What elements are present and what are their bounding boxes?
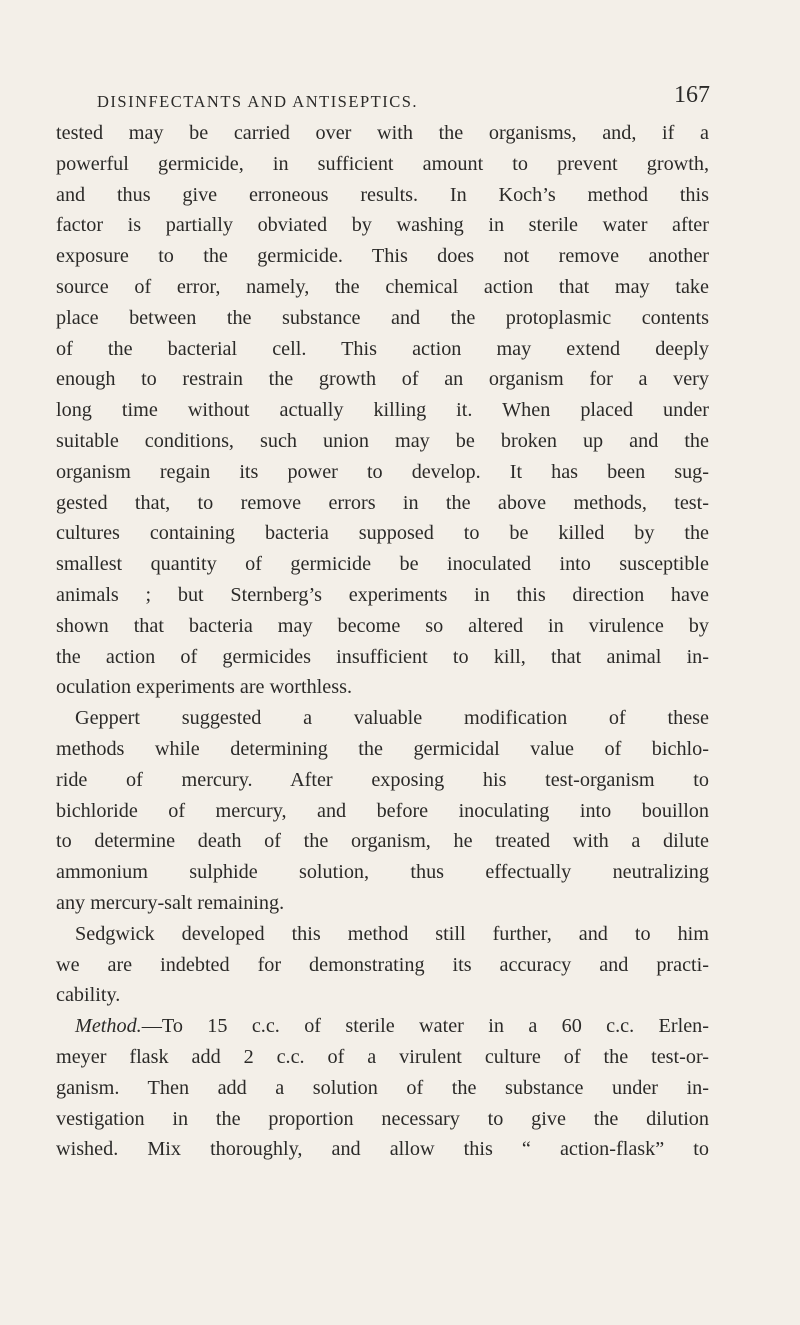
running-title: DISINFECTANTS AND ANTISEPTICS. <box>97 92 418 111</box>
text-line: suitable conditions, such union may be broken up and the <box>56 429 709 452</box>
text-line: bichloride of mercury, and before inoculating into bouillon <box>56 799 709 822</box>
text-line: enough to restrain the growth of an organism for a very <box>56 368 709 391</box>
text-line: cability. <box>56 984 121 1007</box>
text-line: factor is partially obviated by washing in sterile water after <box>56 214 709 237</box>
text-line: exposure to the germicide. This does not remove another <box>56 245 709 268</box>
method-line <box>56 1011 709 1042</box>
text-line: organism regain its power to develop. It has been sug- <box>56 460 709 483</box>
text-line: of the bacterial cell. This action may extend deeply <box>56 337 709 360</box>
text-line: shown that bacteria may become so altered in virulence by <box>56 614 709 637</box>
method-label: Method. <box>75 1015 142 1038</box>
text-line: tested may be carried over with the organisms, and, if a <box>56 122 709 144</box>
text-line: source of error, namely, the chemical action that may take <box>56 275 709 298</box>
text-line: the action of germicides insufficient to kill, that animal in- <box>56 645 709 668</box>
body-text <box>56 118 709 1165</box>
text-line: Sedgwick developed this method still further, and to him <box>75 922 709 945</box>
text-line: ammonium sulphide solution, thus effectually neutralizing <box>56 861 709 884</box>
page-number: 167 <box>674 82 710 108</box>
text-line: powerful germicide, in sufficient amount to prevent growth, <box>56 152 709 175</box>
text-line: cultures containing bacteria supposed to be killed by the <box>56 522 709 545</box>
text-line: meyer flask add 2 c.c. of a virulent culture of the test-or- <box>56 1045 709 1068</box>
method-text: —To 15 c.c. of sterile water in a 60 c.c. Erlen- <box>141 1015 709 1038</box>
text-line: wished. Mix thoroughly, and allow this “ action-flask” to <box>56 1138 709 1161</box>
text-line: vestigation in the proportion necessary to give the dilution <box>56 1107 709 1130</box>
text-line: Geppert suggested a valuable modification of these <box>75 707 709 730</box>
text-line: oculation experiments are worthless. <box>56 676 352 699</box>
text-line: to determine death of the organism, he treated with a dilute <box>56 830 709 853</box>
text-line: place between the substance and the protoplasmic contents <box>56 306 709 329</box>
text-line: and thus give erroneous results. In Koch’s method this <box>56 183 709 206</box>
text-line: ganism. Then add a solution of the substance under in- <box>56 1076 709 1099</box>
text-line: animals ; but Sternberg’s experiments in this direction have <box>56 583 709 606</box>
text-line: any mercury-salt remaining. <box>56 891 285 914</box>
text-line: ride of mercury. After exposing his test-organism to <box>56 768 709 791</box>
running-head <box>55 82 710 116</box>
text-line: methods while determining the germicidal value of bichlo- <box>56 737 709 760</box>
text-line: we are indebted for demonstrating its accuracy and practi- <box>56 953 709 976</box>
text-line: long time without actually killing it. When placed under <box>56 399 709 422</box>
text-line: gested that, to remove errors in the above methods, test- <box>56 491 709 514</box>
text-line: smallest quantity of germicide be inoculated into susceptible <box>56 553 709 576</box>
